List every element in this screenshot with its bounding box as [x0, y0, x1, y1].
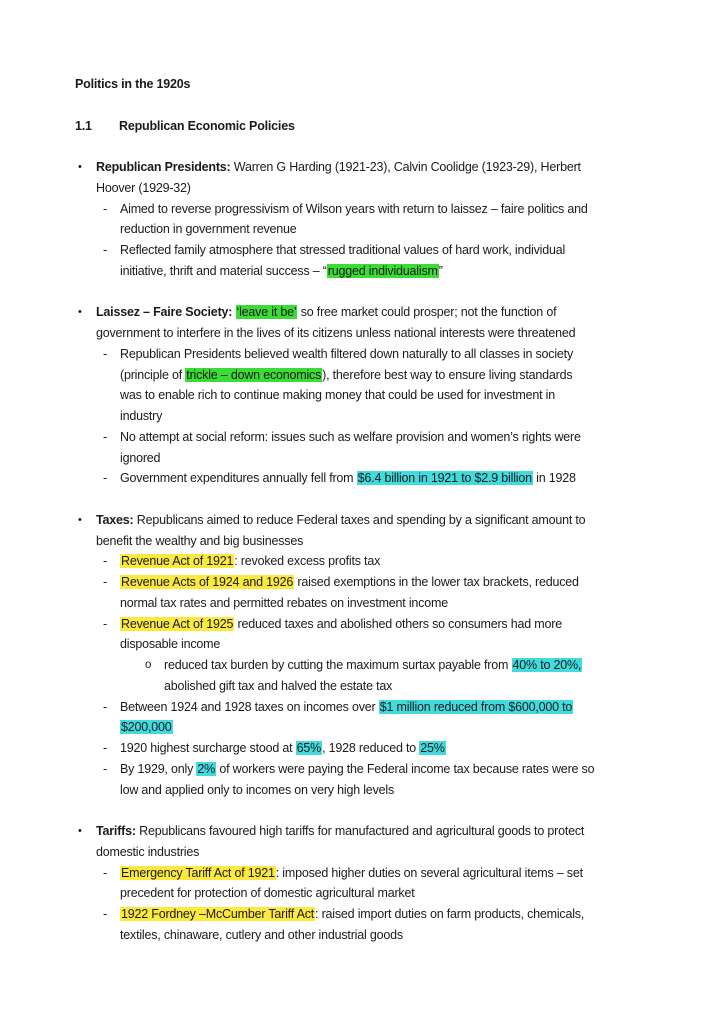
highlight-cyan: 25%: [420, 741, 445, 755]
text-run: ), therefore best way to ensure living standards: [322, 367, 573, 382]
continuation-line: [75, 385, 716, 406]
circle-marker: o: [145, 659, 152, 671]
text-run: domestic industries: [96, 844, 200, 859]
highlight-yellow: Revenue Act of 1921: [121, 554, 234, 569]
dash-marker: -: [103, 761, 107, 776]
text-run: Taxes:: [96, 512, 134, 527]
continuation-line: [75, 323, 716, 344]
continuation-line: [75, 593, 716, 614]
text-run: Laissez – Faire Society:: [96, 305, 236, 320]
text-run: industry: [120, 409, 163, 423]
document-title: Politics in the 1920s: [75, 77, 191, 91]
line-spacer: [75, 489, 716, 510]
highlight-cyan: 65%: [296, 741, 322, 755]
text-run: (principle of: [120, 367, 186, 382]
highlight-cyan: $1 million reduced from $600,000 to: [379, 699, 573, 714]
text-run: precedent for protection of domestic agricultural market: [120, 886, 415, 901]
text-run: : raised import duties on farm products, chemicals,: [315, 907, 585, 921]
bullet-item: [75, 821, 716, 842]
sub-bullet-item: [75, 614, 716, 635]
text-run: Warren G Harding (1921-23), Calvin Coolidge (1923-29), Herbert: [230, 160, 581, 174]
continuation-line: [75, 219, 716, 240]
highlight-yellow: Revenue Acts of 1924 and 1926: [121, 575, 294, 589]
text-run: ignored: [120, 450, 161, 465]
text-run: raised exemptions in the lower tax brackets, reduced: [294, 575, 579, 589]
highlight-yellow: 1922 Fordney –McCumber Tariff Act: [121, 907, 315, 921]
continuation-line: [75, 406, 716, 427]
text-run: reduced taxes and abolished others so consumers had more: [234, 616, 562, 631]
sub-bullet-item: [75, 759, 716, 780]
highlight-cyan: 2%: [197, 761, 216, 776]
continuation-line: [75, 717, 716, 738]
sub-bullet-item: [75, 572, 716, 593]
text-run: so free market could prosper; not the function of: [297, 305, 557, 320]
text-run: : revoked excess profits tax: [234, 554, 381, 569]
sub-bullet-item: [75, 738, 716, 759]
text-run: Aimed to reverse progressivism of Wilson years with return to laissez – faire politics and: [120, 201, 588, 216]
section-number: 1.1: [75, 118, 92, 133]
text-run: textiles, chinaware, cutlery and other industrial goods: [120, 927, 403, 942]
sub-bullet-item: [75, 904, 716, 925]
dash-marker: -: [103, 907, 107, 921]
dash-marker: -: [103, 346, 107, 361]
bullet-marker: •: [78, 513, 82, 526]
text-run: low and applied only to incomes on very high levels: [120, 782, 394, 797]
text-run: , 1928 reduced to: [322, 741, 420, 755]
text-run: Republicans favoured high tariffs for manufactured and agricultural goods to protect: [135, 824, 585, 838]
sub-bullet-item: [75, 427, 716, 448]
sub-bullet-item: [75, 863, 716, 884]
continuation-line: [75, 780, 716, 801]
text-run: benefit the wealthy and big businesses: [96, 533, 304, 548]
text-run: Republicans aimed to reduce Federal taxes and spending by a significant amount to: [133, 512, 586, 527]
dash-marker: -: [103, 616, 107, 631]
text-run: reduction in government revenue: [120, 222, 297, 237]
text-run: By 1929, only: [120, 761, 197, 776]
highlight-cyan: 40% to 20%,: [512, 658, 582, 672]
continuation-line: [75, 634, 716, 655]
text-run: reduced tax burden by cutting the maximum surtax payable from: [164, 658, 512, 672]
bullet-item: [75, 157, 716, 178]
bullet-marker: •: [78, 825, 82, 837]
highlight-yellow: Emergency Tariff Act of 1921: [121, 865, 275, 880]
highlight-yellow: Revenue Act of 1925: [121, 616, 234, 631]
line-spacer: [75, 282, 716, 303]
highlight-green: rugged individualism: [327, 263, 438, 278]
line-spacer: [75, 136, 716, 157]
text-run: Reflected family atmosphere that stressed traditional values of hard work, individual: [120, 243, 566, 257]
dash-marker: -: [103, 554, 107, 569]
dash-marker: -: [103, 699, 107, 714]
bullet-marker: •: [78, 161, 82, 173]
document-body: [75, 157, 716, 946]
continuation-line: [75, 842, 716, 863]
dash-marker: -: [103, 575, 107, 589]
continuation-line: [75, 178, 716, 199]
text-run: Republican Presidents:: [96, 160, 231, 174]
text-run: Between 1924 and 1928 taxes on incomes over: [120, 699, 379, 714]
sub-bullet-item: [75, 344, 716, 365]
highlight-cyan: $6.4 billion in 1921 to $2.9 billion: [357, 471, 532, 486]
continuation-line: [75, 261, 716, 282]
text-run: 1920 highest surcharge stood at: [120, 741, 296, 755]
sub-bullet-item: [75, 551, 716, 572]
text-run: of workers were paying the Federal income tax because rates were so: [216, 761, 595, 776]
sub-bullet-item: [75, 199, 716, 220]
text-run: No attempt at social reform: issues such as welfare provision and women’s rights were: [120, 429, 581, 444]
bullet-marker: •: [78, 306, 82, 319]
text-run: ”: [438, 263, 443, 278]
dash-marker: -: [103, 429, 107, 444]
text-run: abolished gift tax and halved the estate tax: [164, 678, 393, 693]
bullet-item: [75, 302, 716, 323]
section-heading: [75, 116, 716, 137]
bullet-item: [75, 510, 716, 531]
text-run: Republican Presidents believed wealth filtered down naturally to all classes in society: [120, 346, 573, 361]
text-run: in 1928: [532, 471, 576, 486]
dash-marker: -: [103, 243, 107, 257]
line-spacer: [75, 95, 716, 116]
text-run: disposable income: [120, 637, 221, 652]
continuation-line: [75, 883, 716, 904]
line-spacer: [75, 800, 716, 821]
sub-bullet-item: [75, 468, 716, 489]
section-title: Republican Economic Policies: [119, 118, 295, 133]
highlight-green: trickle – down economics: [186, 367, 322, 382]
continuation-line: [75, 448, 716, 469]
continuation-line: [75, 925, 716, 946]
sub-sub-bullet-item: [75, 655, 716, 676]
continuation-line: [75, 676, 716, 697]
text-run: government to interfere in the lives of its citizens unless national interests were threatened: [96, 326, 576, 340]
continuation-line: [75, 365, 716, 386]
text-run: : imposed higher duties on several agricultural items – set: [275, 865, 583, 880]
highlight-green: ‘leave it be’: [236, 305, 297, 320]
text-run: Tariffs:: [96, 824, 136, 838]
text-run: Hoover (1929-32): [96, 180, 191, 195]
document-title-line: [75, 74, 716, 95]
text-run: normal tax rates and permitted rebates on investment income: [120, 595, 448, 610]
dash-marker: -: [103, 741, 107, 755]
dash-marker: -: [103, 201, 107, 216]
highlight-cyan: $200,000: [121, 720, 172, 735]
text-run: Government expenditures annually fell from: [120, 471, 357, 486]
sub-bullet-item: [75, 240, 716, 261]
text-run: initiative, thrift and material success – “: [120, 263, 327, 278]
dash-marker: -: [103, 471, 107, 486]
text-run: was to enable rich to continue making money that could be used for investment in: [120, 388, 555, 403]
continuation-line: [75, 531, 716, 552]
sub-bullet-item: [75, 697, 716, 718]
dash-marker: -: [103, 865, 107, 880]
